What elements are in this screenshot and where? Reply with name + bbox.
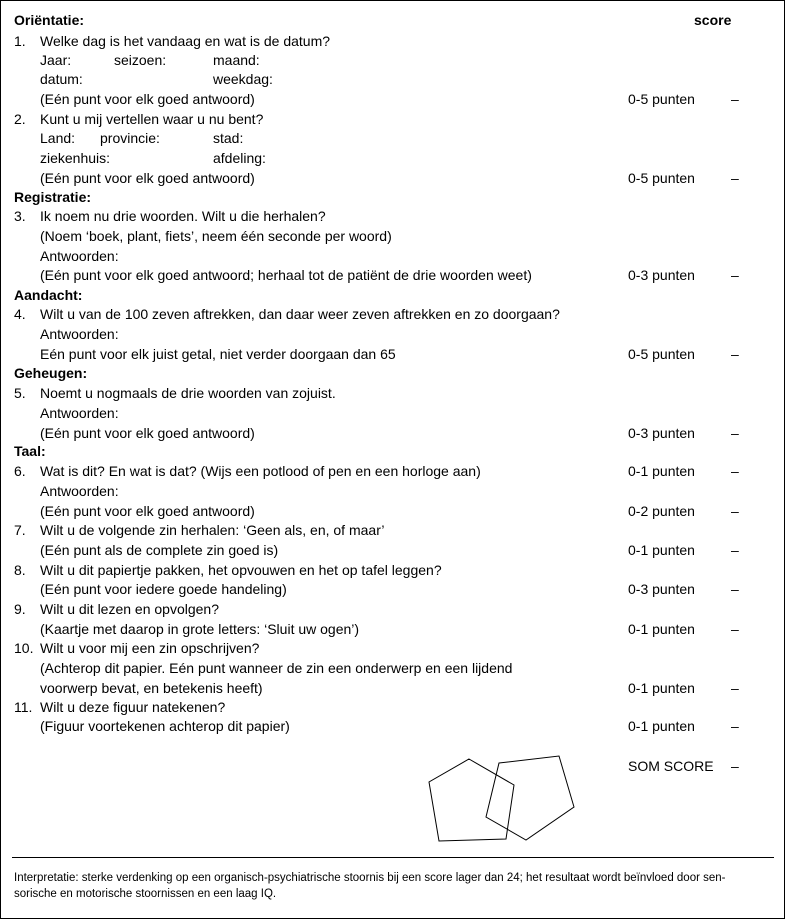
q4-answers-label: Antwoorden: <box>40 326 119 342</box>
q4-number: 4. <box>14 306 26 322</box>
q11-question: Wilt u deze figuur natekenen? <box>40 699 226 715</box>
q1-question: Welke dag is het vandaag en wat is de datum? <box>40 33 331 49</box>
q6-note: (Eén punt voor elk goed antwoord) <box>40 503 255 519</box>
interlocking-pentagons-figure <box>420 752 580 847</box>
q2-score: – <box>731 170 739 186</box>
q3-question: Ik noem nu drie woorden. Wilt u die herhalen? <box>40 208 326 224</box>
q5-number: 5. <box>14 385 26 401</box>
q5-note: (Eén punt voor elk goed antwoord) <box>40 425 255 441</box>
q4-note: Eén punt voor elk juist getal, niet verder doorgaan dan 65 <box>40 346 396 362</box>
q9-score: – <box>731 621 739 637</box>
q3-instruction: (Noem ‘boek, plant, fiets’, neem één seconde per woord) <box>40 228 392 244</box>
q2-question: Kunt u mij vertellen waar u nu bent? <box>40 111 264 127</box>
section-aandacht: Aandacht: <box>14 287 83 303</box>
q8-score: – <box>731 581 739 597</box>
q10-points: 0-1 punten <box>628 680 695 696</box>
q3-points: 0-3 punten <box>628 267 695 283</box>
q1-points: 0-5 punten <box>628 91 695 107</box>
q3-answers-label: Antwoorden: <box>40 248 119 264</box>
q2-number: 2. <box>14 111 26 127</box>
section-orientatie: Oriëntatie: <box>14 12 85 28</box>
q6-answers-label: Antwoorden: <box>40 483 119 499</box>
q2-afdeling: afdeling: <box>213 150 266 166</box>
q5-answers-label: Antwoorden: <box>40 405 119 421</box>
q9-number: 9. <box>14 601 26 617</box>
q8-question: Wilt u dit papiertje pakken, het opvouwen en het op tafel leggen? <box>40 562 442 578</box>
q1-note: (Eén punt voor elk goed antwoord) <box>40 91 255 107</box>
q2-land: Land: <box>40 130 76 146</box>
q7-score: – <box>731 542 739 558</box>
q4-points: 0-5 punten <box>628 346 695 362</box>
q6-score-1: – <box>731 463 739 479</box>
q6-points-2: 0-2 punten <box>628 503 695 519</box>
q2-note: (Eén punt voor elk goed antwoord) <box>40 170 255 186</box>
q7-points: 0-1 punten <box>628 542 695 558</box>
q8-number: 8. <box>14 562 26 578</box>
interpretation-line-1: Interpretatie: sterke verdenking op een organisch-psychiatrische stoornis bij een score lager dan 24; het resultaat wordt beïnvloed door sen- <box>14 872 726 884</box>
q1-weekdag: weekdag: <box>213 71 273 87</box>
q1-number: 1. <box>14 33 26 49</box>
som-score-value: – <box>731 758 739 774</box>
score-column-label: score <box>694 12 732 28</box>
q4-question: Wilt u van de 100 zeven aftrekken, dan daar weer zeven aftrekken en zo doorgaan? <box>40 306 560 322</box>
q10-score: – <box>731 680 739 696</box>
som-score-label: SOM SCORE <box>628 758 714 774</box>
q2-points: 0-5 punten <box>628 170 695 186</box>
pentagon-left <box>429 759 514 841</box>
q9-note: (Kaartje met daarop in grote letters: ‘Sluit uw ogen’) <box>40 621 360 637</box>
q9-points: 0-1 punten <box>628 621 695 637</box>
q4-score: – <box>731 346 739 362</box>
q3-score: – <box>731 267 739 283</box>
q10-note-line1: (Achterop dit papier. Eén punt wanneer de zin een onderwerp en een lijdend <box>40 660 513 676</box>
footer-divider <box>12 857 774 858</box>
q6-number: 6. <box>14 463 26 479</box>
q1-score: – <box>731 91 739 107</box>
q10-number: 10. <box>14 640 34 656</box>
q5-question: Noemt u nogmaals de drie woorden van zojuist. <box>40 385 336 401</box>
q10-question: Wilt u voor mij een zin opschrijven? <box>40 640 260 656</box>
pentagon-right <box>486 756 574 840</box>
q1-datum: datum: <box>40 71 83 87</box>
q5-points: 0-3 punten <box>628 425 695 441</box>
q6-points-1: 0-1 punten <box>628 463 695 479</box>
q3-note: (Eén punt voor elk goed antwoord; herhaal tot de patiënt de drie woorden weet) <box>40 267 532 283</box>
q2-stad: stad: <box>213 130 244 146</box>
q5-score: – <box>731 425 739 441</box>
section-taal: Taal: <box>14 443 46 459</box>
q11-number: 11. <box>14 699 33 715</box>
q2-ziekenhuis: ziekenhuis: <box>40 150 111 166</box>
q7-question: Wilt u de volgende zin herhalen: ‘Geen als, en, of maar’ <box>40 522 385 538</box>
q7-number: 7. <box>14 522 26 538</box>
q3-number: 3. <box>14 208 26 224</box>
q6-score-2: – <box>731 503 739 519</box>
q2-provincie: provincie: <box>100 130 160 146</box>
q11-note: (Figuur voortekenen achterop dit papier) <box>40 718 290 734</box>
section-geheugen: Geheugen: <box>14 365 88 381</box>
q9-question: Wilt u dit lezen en opvolgen? <box>40 601 219 617</box>
q6-question: Wat is dit? En wat is dat? (Wijs een potlood of pen en een horloge aan) <box>40 463 481 479</box>
q1-seizoen: seizoen: <box>114 52 167 68</box>
q1-jaar: Jaar: <box>40 52 72 68</box>
q1-maand: maand: <box>213 52 260 68</box>
q11-score: – <box>731 718 739 734</box>
q8-points: 0-3 punten <box>628 581 695 597</box>
q8-note: (Eén punt voor iedere goede handeling) <box>40 581 287 597</box>
q7-note: (Eén punt als de complete zin goed is) <box>40 542 279 558</box>
q11-points: 0-1 punten <box>628 718 695 734</box>
interpretation-line-2: sorische en motorische stoornissen en een laag IQ. <box>14 888 277 900</box>
section-registratie: Registratie: <box>14 189 92 205</box>
q10-note-line2: voorwerp bevat, en betekenis heeft) <box>40 680 263 696</box>
